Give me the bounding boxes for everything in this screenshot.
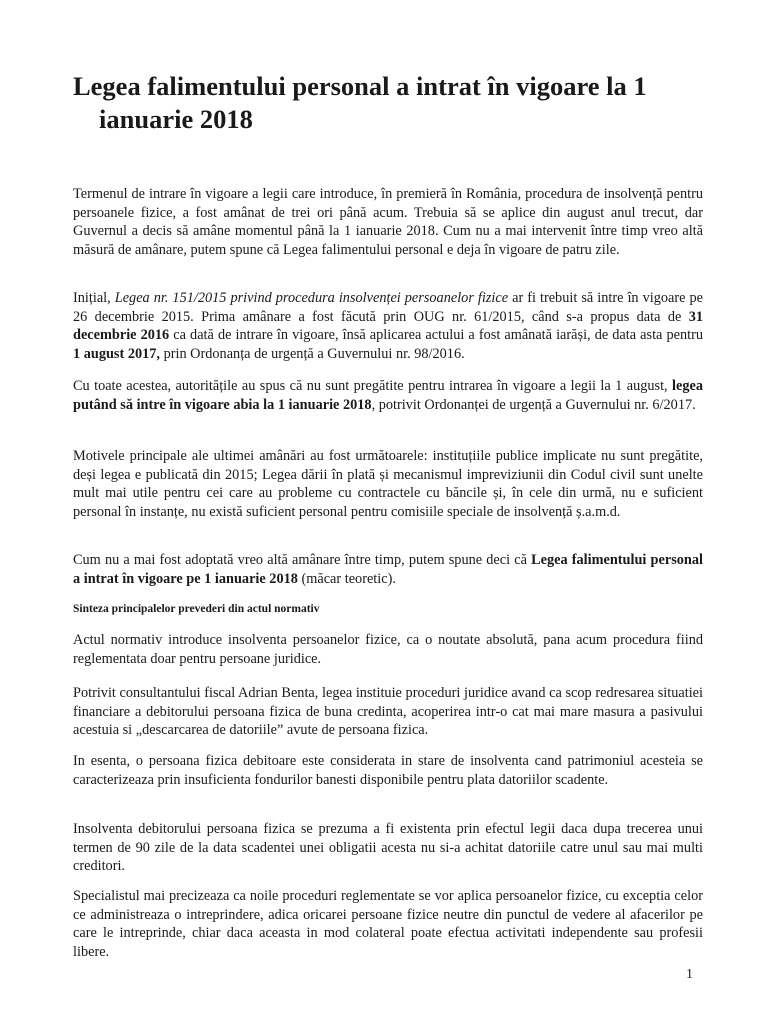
bold-date: 31 decembrie 2016 [73, 308, 703, 343]
paragraph-scope: Specialistul mai precizeaza ca noile proceduri reglementate se vor aplica persoanelor fizice, cu exceptia celor ce administreaza o intreprindere, adica oricarei persoane fizice neutre din punctul de vedere al afacerilor pe care le intreprinde, chiar daca aceasta in mod colateral poate efectua activitati independente sau profesii libere. [73, 888, 703, 960]
page-number: 1 [686, 967, 693, 982]
paragraph-text: Inițial, [73, 290, 115, 306]
paragraph-text: Cu toate acestea, autoritățile au spus că nu sunt pregătite pentru intrarea în vigoare a legii la 1 august, [73, 378, 673, 394]
paragraph-intro: Termenul de intrare în vigoare a legii care introduce, în premieră în România, procedura de insolvență pentru persoanele fizice, a fost amânat de trei ori până acum. Trebuia să se aplice din august anul trecut, dar Guvernul a decis să amâne momentul până la 1 ianuarie 2018. Cum nu a mai intervenit între timp vreo altă măsură de amânare, putem spune că Legea falimentului personal e deja în vigoare de patru zile. [73, 186, 703, 258]
paragraph-presumption: Insolventa debitorului persoana fizica se prezuma a fi existenta prin efectul legii daca dupa trecerea unui termen de 90 zile de la data scadentei unei obligatii acesta nu si-a achitat datoriile catre unul sau mai multi creditori. [73, 821, 703, 874]
paragraph-text: Cum nu a mai fost adoptată vreo altă amânare între timp, putem spune deci că [73, 552, 532, 568]
paragraph-text: ar fi trebuit să intre în vigoare pe 26 decembrie 2015. Prima amânare a fost făcută prin OUG nr. 61/2015, când s-a propus data de [73, 290, 703, 325]
paragraph-text: ca dată de intrare în vigoare, însă aplicarea actului a fost amânată iarăși, de data asta pentru [169, 327, 704, 343]
paragraph-text: , potrivit Ordonanței de urgență a Guvernului nr. 6/2017. [371, 396, 696, 413]
paragraph-conclusion [73, 551, 703, 588]
bold-phrase: Legea falimentului personal a intrat în vigoare pe 1 ianuarie 2018 [73, 552, 703, 587]
document-title: Legea falimentului personal a intrat în vigoare la 1 ianuarie 2018 [73, 71, 647, 134]
bold-date: 1 august 2017, [73, 345, 160, 362]
paragraph-authorities [73, 377, 703, 414]
section-heading: Sinteza principalelor prevederi din actul normativ [73, 603, 320, 615]
paragraph-initial-dates [73, 289, 703, 363]
paragraph-reasons: Motivele principale ale ultimei amânări au fost următoarele: instituțiile publice implicate nu sunt pregătite, deși legea e publicată din 2015; Legea dării în plată și mecanismul impreviziunii din Codul civil sunt unelte mult mai utile pentru cei care au probleme cu contractele cu băncile și, în cele din urmă, nu e suficient personal în instanțe, nu există suficient personal pentru comisiile speciale de insolvență ș.a.m.d. [73, 448, 703, 520]
law-reference-link: Legea nr. 151/2015 privind procedura insolvenței persoanelor fizice [114, 290, 509, 306]
paragraph-text: prin Ordonanța de urgență a Guvernului nr. 98/2016. [160, 345, 465, 362]
bold-phrase: legea putând să intre în vigoare abia la 1 ianuarie 2018 [73, 378, 703, 413]
paragraph-normative-act: Actul normativ introduce insolventa persoanelor fizice, ca o noutate absolută, pana acum procedura fiind reglementata doar pentru persoane juridice. [73, 632, 703, 667]
paragraph-text: (măcar teoretic). [297, 570, 396, 587]
paragraph-consultant: Potrivit consultantului fiscal Adrian Benta, legea instituie proceduri juridice avand ca scop redresarea situatiei financiare a debitorului persoana fizica de buna credinta, acoperirea intr-o cat mai mare masura a pasivului acestuia si „descarcarea de datoriile” avute de persoana fizica. [73, 685, 703, 738]
paragraph-insolvency-definition: In esenta, o persoana fizica debitoare este considerata in stare de insolventa cand patrimoniul acesteia se caracterizeaza prin insuficienta fondurilor banesti disponibile pentru plata datoriilor scadente. [73, 753, 703, 788]
